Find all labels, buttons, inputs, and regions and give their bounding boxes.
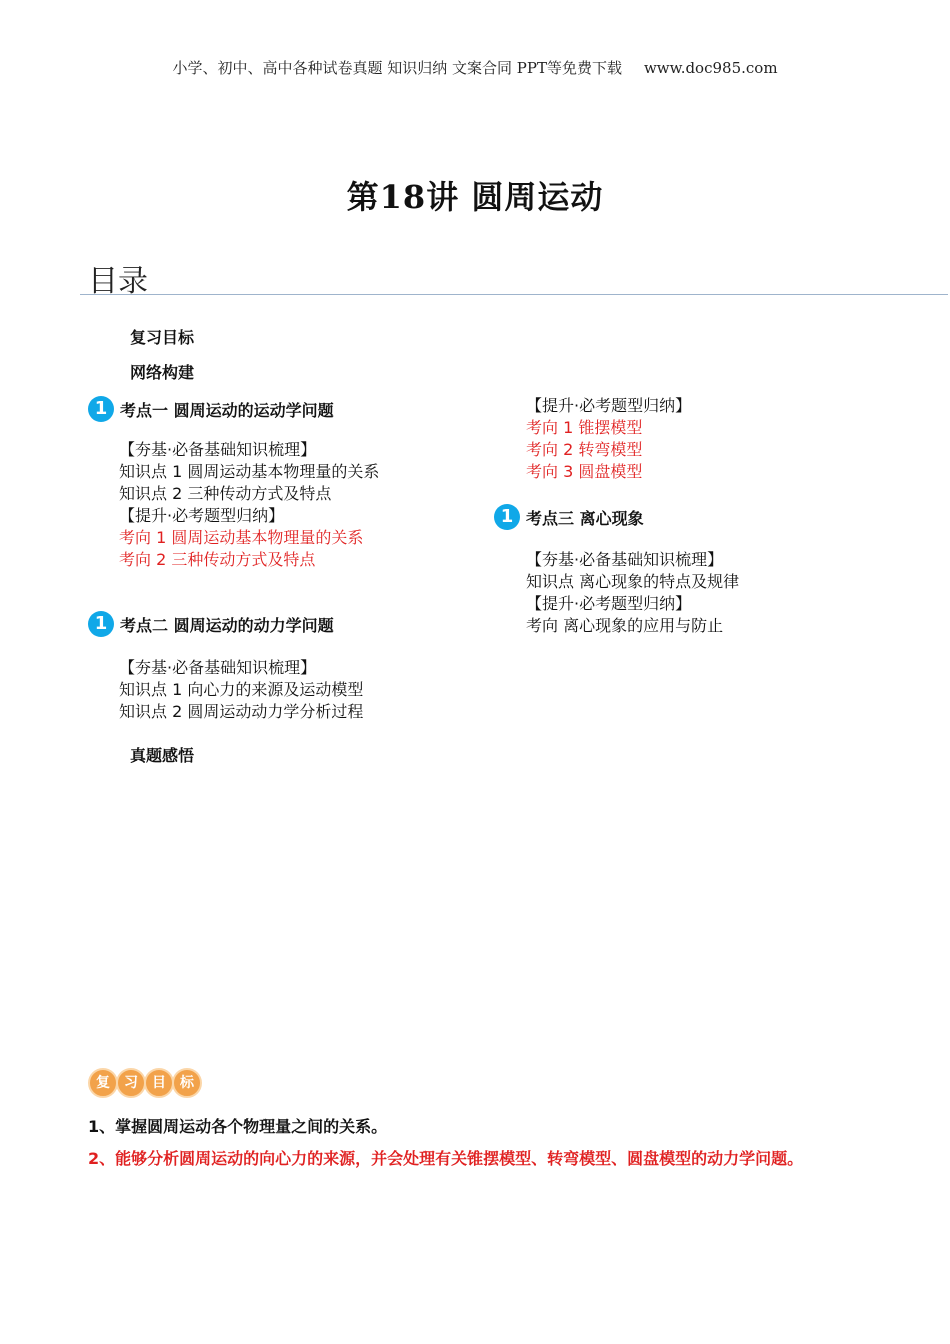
toc-divider [80, 294, 948, 295]
toc-point3-item[interactable]: 【夯基·必备基础知识梳理】 [526, 550, 724, 569]
toc-point2-item[interactable]: 知识点 1 向心力的来源及运动模型 [119, 680, 364, 699]
toc-point2[interactable] [88, 611, 334, 637]
toc-heading: 目录 [88, 264, 148, 299]
number-badge-icon: 1 [494, 504, 520, 530]
toc-point1-item[interactable]: 【提升·必考题型归纳】 [119, 506, 285, 525]
toc-point1-item[interactable]: 知识点 2 三种传动方式及特点 [119, 484, 332, 503]
toc-point2-red-item[interactable]: 考向 1 锥摆模型 [526, 418, 643, 437]
number-badge-icon: 1 [88, 396, 114, 422]
toc-point2-title: 考点二 圆周运动的动力学问题 [120, 615, 334, 635]
goal-item-1: 1、掌握圆周运动各个物理量之间的关系。 [88, 1117, 388, 1136]
header-text: 小学、初中、高中各种试卷真题 知识归纳 文案合同 PPT等免费下载 [172, 59, 622, 77]
toc-point1[interactable] [88, 396, 334, 422]
toc-point2-continued-heading[interactable]: 【提升·必考题型归纳】 [526, 396, 692, 415]
toc-point3-item[interactable]: 【提升·必考题型归纳】 [526, 594, 692, 613]
badge-char: 标 [172, 1068, 202, 1098]
toc-point2-red-item[interactable]: 考向 3 圆盘模型 [526, 462, 643, 481]
toc-point1-item[interactable]: 知识点 1 圆周运动基本物理量的关系 [119, 462, 380, 481]
badge-char: 复 [88, 1068, 118, 1098]
toc-review-goals[interactable]: 复习目标 [130, 328, 195, 347]
badge-char: 习 [116, 1068, 146, 1098]
number-badge-icon: 1 [88, 611, 114, 637]
header-url[interactable]: www.doc985.com [643, 59, 778, 77]
toc-point2-item[interactable]: 【夯基·必备基础知识梳理】 [119, 658, 317, 677]
toc-point3-item[interactable]: 知识点 离心现象的特点及规律 [526, 572, 740, 591]
toc-point2-item[interactable]: 知识点 2 圆周运动动力学分析过程 [119, 702, 364, 721]
page-header [0, 57, 950, 78]
page-title: 第18讲 圆周运动 [346, 178, 604, 216]
toc-point2-red-item[interactable]: 考向 2 转弯模型 [526, 440, 643, 459]
toc-point3-title: 考点三 离心现象 [526, 508, 644, 528]
toc-point3[interactable] [494, 504, 644, 530]
badge-char: 目 [144, 1068, 174, 1098]
goal-item-2: 2、能够分析圆周运动的向心力的来源，并会处理有关锥摆模型、转弯模型、圆盘模型的动力学问题。 [88, 1149, 804, 1168]
toc-point3-item[interactable]: 考向 离心现象的应用与防止 [526, 616, 724, 635]
toc-point1-red-item[interactable]: 考向 1 圆周运动基本物理量的关系 [119, 528, 364, 547]
toc-point1-item[interactable]: 【夯基·必备基础知识梳理】 [119, 440, 317, 459]
review-goals-badge [88, 1068, 200, 1098]
toc-point1-red-item[interactable]: 考向 2 三种传动方式及特点 [119, 550, 316, 569]
toc-real-exam[interactable]: 真题感悟 [130, 746, 195, 765]
toc-network[interactable]: 网络构建 [130, 363, 195, 382]
toc-point1-title: 考点一 圆周运动的运动学问题 [120, 400, 334, 420]
